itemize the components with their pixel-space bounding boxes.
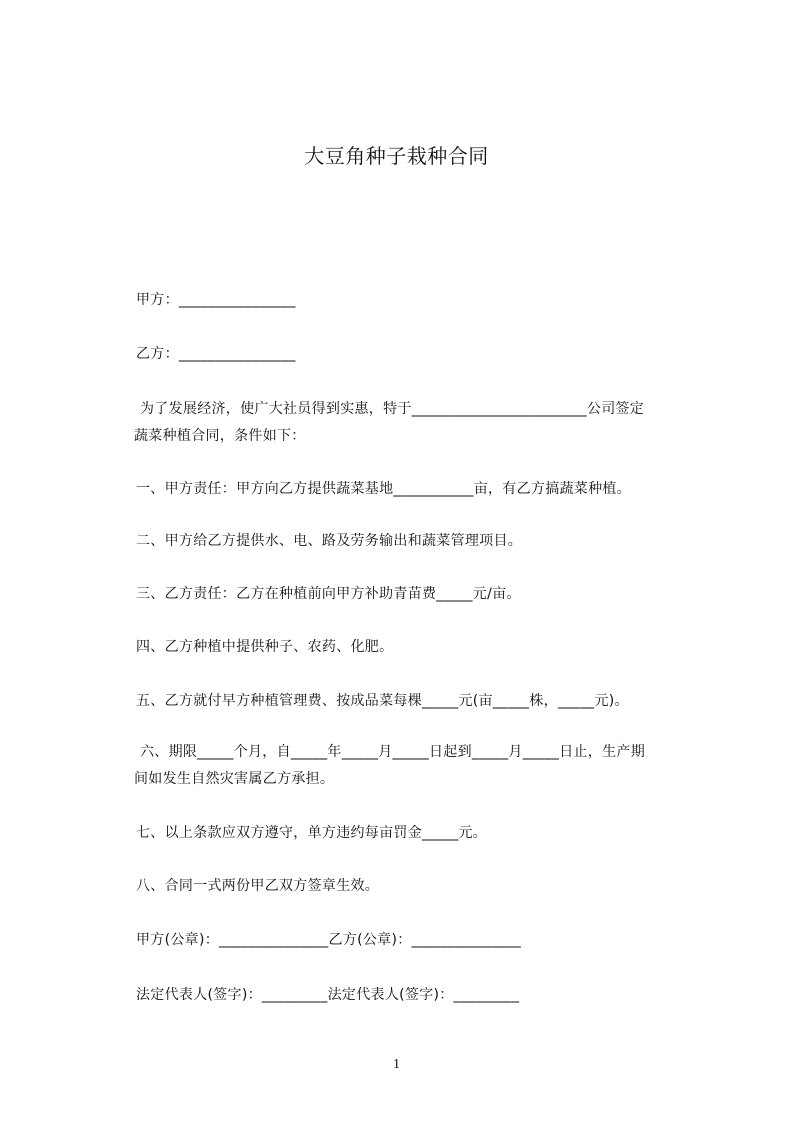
document-title: 大豆角种子栽种合同 (304, 144, 489, 168)
clause-5: 五、乙方就付早方种植管理费、按成品菜每棵_____元(亩_____株，_____元)。 (136, 693, 629, 709)
seal-line: 甲方(公章)：_______________乙方(公章)：_______________ (136, 932, 522, 948)
intro-paragraph (136, 396, 706, 450)
intro-line-2: 蔬菜种植合同，条件如下： (134, 428, 306, 444)
clause-7: 七、以上条款应双方遵守，单方违约每亩罚金_____元。 (136, 825, 488, 841)
clause-2: 二、甲方给乙方提供水、电、路及劳务输出和蔬菜管理项目。 (136, 533, 523, 549)
clause-3: 三、乙方责任：乙方在种植前向甲方补助青苗费_____元/亩。 (136, 586, 521, 602)
intro-line-1: 为了发展经济，使广大社员得到实惠，特于________________________公司签定 (140, 401, 645, 417)
signature-line: 法定代表人(签字)：_________法定代表人(签字)：_________ (136, 987, 520, 1003)
clause-4: 四、乙方种植中提供种子、农药、化肥。 (136, 639, 394, 655)
clause-8: 八、合同一式两份甲乙双方签章生效。 (136, 878, 380, 894)
page-number: 1 (393, 1057, 400, 1072)
party-a-line: 甲方：________________ (136, 292, 296, 308)
clause-6-line-2: 间如发生自然灾害属乙方承担。 (134, 771, 335, 787)
clause-1: 一、甲方责任：甲方向乙方提供蔬菜基地___________亩，有乙方搞蔬菜种植。 (136, 481, 631, 497)
clause-6 (136, 739, 706, 793)
party-b-line: 乙方：________________ (136, 346, 296, 362)
clause-6-line-1: 六、期限_____个月，自_____年_____月_____日起到_____月_____日止，生产期 (140, 744, 645, 760)
